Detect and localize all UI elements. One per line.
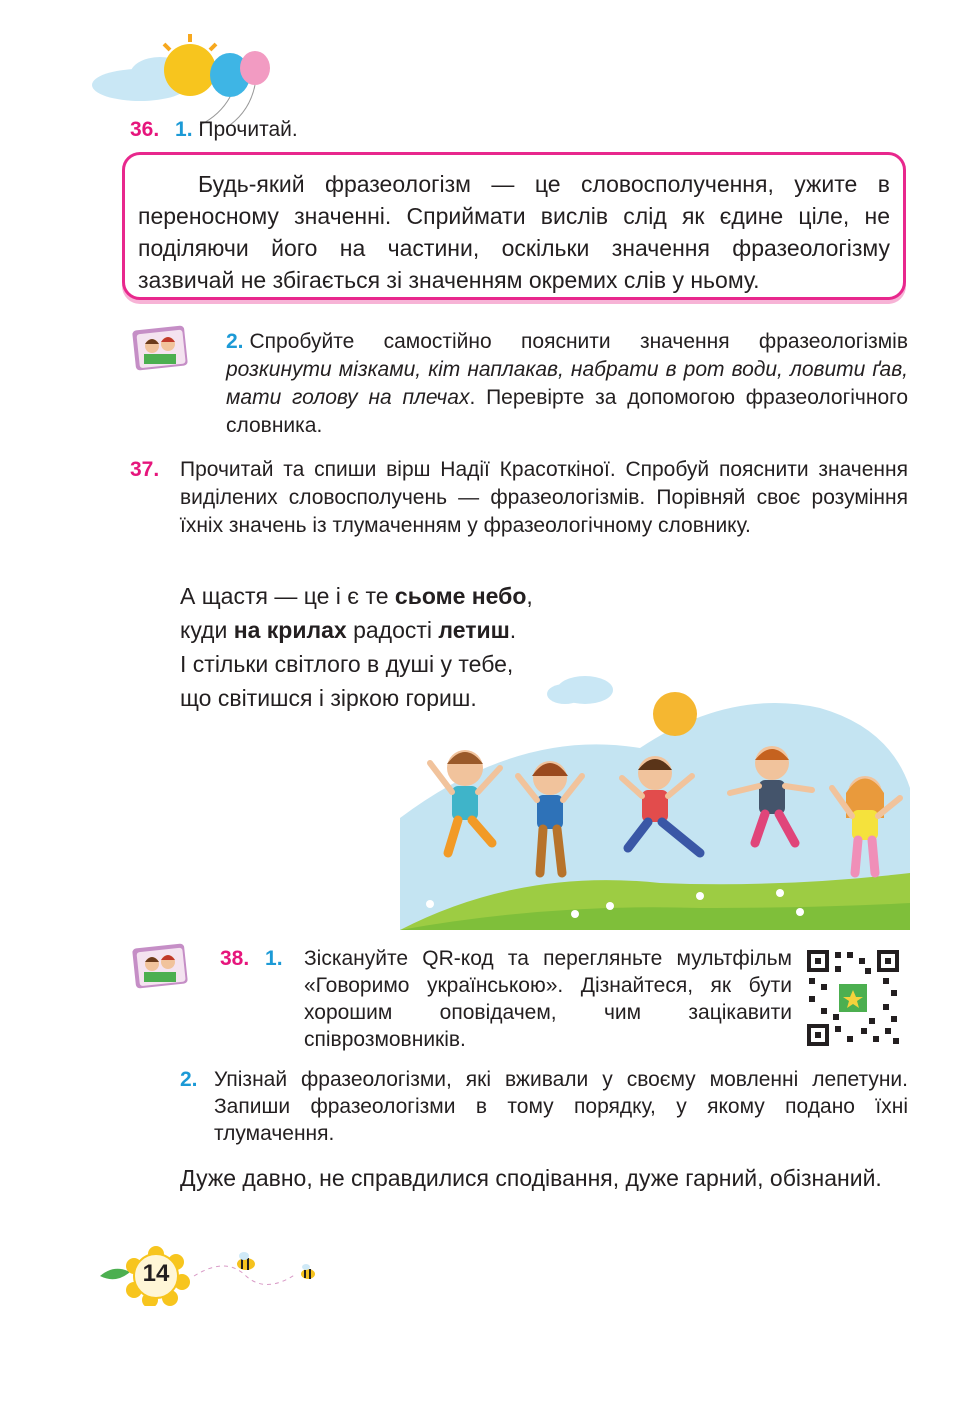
- page-number: 14: [142, 1260, 170, 1287]
- exercise-number: 37.: [130, 458, 160, 481]
- task-36-2: [226, 328, 908, 440]
- poem-bold: на крилах: [233, 617, 347, 643]
- task-number: 2.: [180, 1068, 198, 1091]
- task-text-end: . Перевірте за допомогою фразеологічного словника.: [226, 386, 909, 437]
- task-number: 2.: [226, 330, 244, 353]
- exercise-36-header: [130, 116, 298, 144]
- rule-text: [138, 168, 890, 296]
- exercise-number: 38.: [220, 947, 250, 970]
- task-38-2-text: Упізнай фразеологізми, які вживали у своєму мовленні лепетуни. Запиши фразеологізми в тому порядку, у якому подано їхні тлумачення.: [214, 1068, 908, 1145]
- poem-text: А щастя — це і є те: [180, 583, 395, 609]
- sun-balloons-icon: [80, 30, 290, 130]
- rule-text-content: Будь-який фразеологізм — це словосполучення, ужите в переносному значенні. Сприймати вислів слід як єдине ціле, не поділяючи його на частини, оскільки значення фразеологізму зазвичай не збігається зі значенням окремих слів у ньому.: [138, 171, 890, 293]
- task-text: Прочитай.: [198, 118, 298, 141]
- task-38-1-text: Зіскануйте QR-код та перегляньте мультфільм «Говоримо українською». Дізнайтеся, як бути хорошим оповідачем, чим зацікавити співрозмовників.: [304, 947, 792, 1051]
- poem-bold: летиш: [438, 617, 510, 643]
- phrase-meanings: [124, 1162, 908, 1194]
- phrase-meanings-text: Дуже давно, не справдилися сподівання, дуже гарний, обізнаний.: [180, 1165, 882, 1191]
- exercise-38-header: [220, 945, 283, 973]
- qr-code-icon[interactable]: [805, 948, 901, 1048]
- poem-line-4: що світишся і зіркою гориш.: [180, 685, 477, 711]
- poem-line-3: І стільки світлого в душі у тебе,: [180, 651, 514, 677]
- exercise-number: 36.: [130, 118, 160, 141]
- exercise-37-text: Прочитай та спиши вірш Надії Красоткіної. Спробуй пояснити значення виділених словосполучень — фразеологізмів. Порівняй своє розуміння їхніх значень із тлумаченням у фразеологічному словнику.: [180, 458, 908, 537]
- book-children-icon: [130, 322, 192, 374]
- poem-bold: сьоме небо: [394, 583, 527, 609]
- bee-icon: [237, 1252, 255, 1270]
- task-number: 1.: [265, 947, 283, 970]
- poem-line-2: [180, 616, 516, 644]
- flower-page-icon: [96, 1246, 326, 1306]
- exercise-37-number: [130, 456, 159, 484]
- poem-text: ,: [526, 583, 533, 609]
- poem-text: куди: [180, 617, 234, 643]
- bee-icon: [301, 1264, 315, 1279]
- task-number: 1.: [175, 118, 193, 141]
- poem-text: .: [509, 617, 517, 643]
- task-text: Спробуйте самостійно пояснити значення фразеологізмів: [249, 330, 908, 353]
- poem-line-1: [180, 582, 533, 610]
- poem-text: радості: [346, 617, 439, 643]
- task-38-2-number: [180, 1066, 198, 1094]
- book-children-icon: [130, 940, 192, 992]
- phraseologisms-list: розкинути мізками, кіт наплакав, набрати в рот води, ловити ґав, мати голову на плечах: [226, 358, 908, 409]
- children-jumping-illustration: [400, 668, 910, 930]
